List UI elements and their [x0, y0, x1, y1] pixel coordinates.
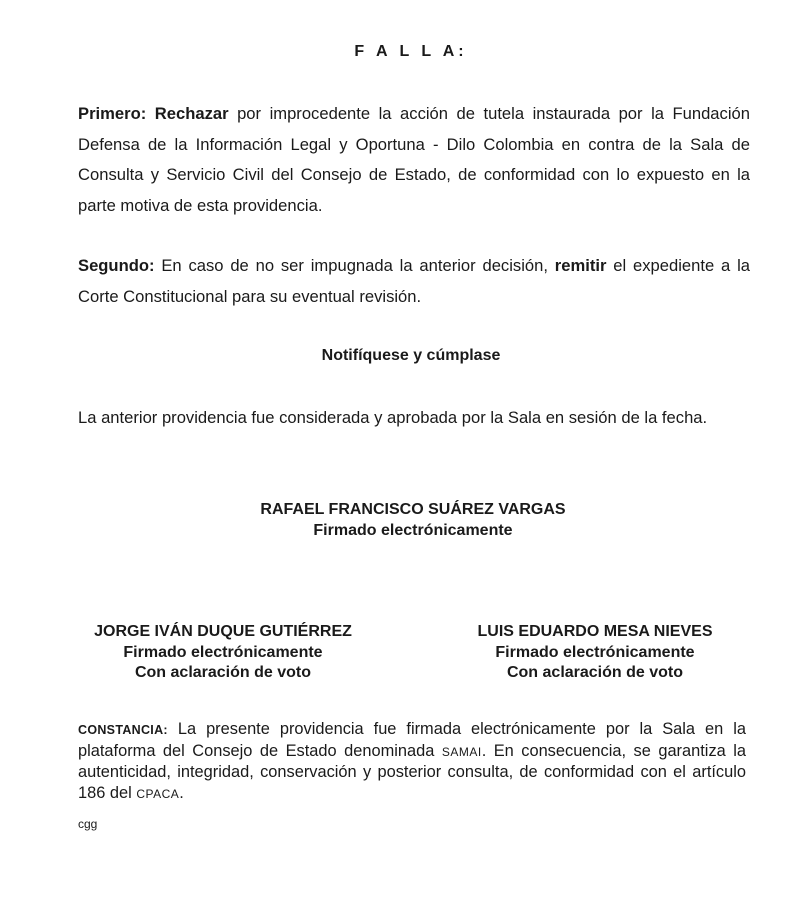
signature-status: Firmado electrónicamente	[495, 643, 695, 661]
signature-note: Con aclaración de voto	[134, 664, 312, 681]
segundo-label: Segundo:	[78, 256, 155, 275]
signer-name: JORGE IVÁN DUQUE GUTIÉRREZ	[94, 623, 352, 640]
platform-name: SAMAI	[441, 744, 482, 759]
segundo-text-after: el expediente a la Corte Constitucional para su eventual revisión.	[78, 256, 750, 306]
primero-action: Rechazar	[154, 104, 229, 123]
primero-text: por improcedente la acción de tutela instaurada por la Fundación Defensa de la Información Legal y Oportuna - Dilo Colombia en contra de la Sala de Consulta y Servicio Civil del Consejo de Estado, de conformidad con lo expuesto en la parte motiva de esta providencia.	[78, 104, 750, 215]
seal-emblem-icon	[62, 0, 142, 8]
signature-status: Firmado electrónicamente	[313, 521, 513, 539]
signature-block-main	[0, 500, 807, 541]
notificacion-line: Notifíquese y cúmplase	[321, 347, 501, 364]
law-abbreviation: CPACA	[136, 786, 180, 801]
segundo-action: remitir	[554, 256, 607, 275]
constancia-paragraph	[78, 719, 746, 804]
signer-name: RAFAEL FRANCISCO SUÁREZ VARGAS	[260, 501, 566, 518]
paragraph-aprobacion: La anterior providencia fue considerada y aprobada por la Sala en sesión de la fecha.	[78, 408, 708, 427]
constancia-text-3: .	[179, 783, 184, 802]
signature-block-right	[438, 622, 752, 684]
constancia-label: CONSTANCIA:	[78, 723, 168, 737]
paragraph-primero	[78, 99, 750, 221]
paragraph-segundo	[78, 251, 750, 312]
primero-label: Primero:	[78, 104, 147, 123]
signer-name: LUIS EDUARDO MESA NIEVES	[477, 623, 713, 640]
segundo-text-before: En caso de no ser impugnada la anterior decisión,	[161, 256, 548, 275]
signature-note: Con aclaración de voto	[506, 664, 684, 681]
signature-status: Firmado electrónicamente	[123, 643, 323, 661]
signature-block-left	[66, 622, 380, 684]
falla-heading: F A L L A:	[354, 43, 468, 60]
document-initials: cgg	[78, 817, 98, 831]
constancia-text-1: La presente providencia fue firmada electrónicamente por la Sala en la plataforma del Consejo de Estado denominada	[78, 720, 746, 760]
constancia-text-2: . En consecuencia, se garantiza la autenticidad, integridad, conservación y posterior consulta, de conformidad con el artículo 186 del	[78, 741, 746, 802]
